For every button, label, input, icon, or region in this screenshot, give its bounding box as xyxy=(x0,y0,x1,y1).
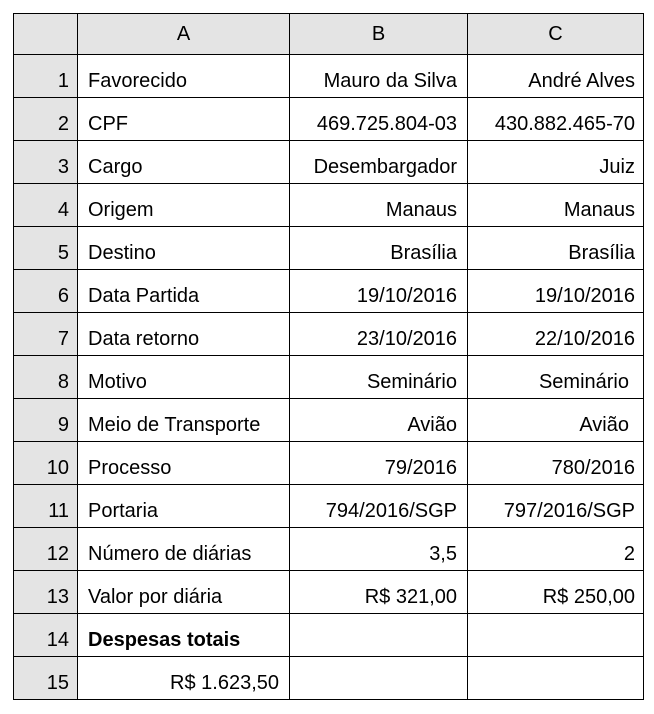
cell-c14[interactable] xyxy=(468,614,644,657)
table-row xyxy=(14,485,644,528)
column-header-c[interactable]: C xyxy=(468,14,644,55)
cell-b12[interactable]: 3,5 xyxy=(290,528,468,571)
row-header[interactable]: 6 xyxy=(14,270,78,313)
cell-c10[interactable]: 780/2016 xyxy=(468,442,644,485)
cell-a13[interactable]: Valor por diária xyxy=(78,571,290,614)
cell-c2[interactable]: 430.882.465-70 xyxy=(468,98,644,141)
table-row xyxy=(14,399,644,442)
cell-c11[interactable]: 797/2016/SGP xyxy=(468,485,644,528)
cell-c1[interactable]: André Alves xyxy=(468,55,644,98)
row-header[interactable]: 1 xyxy=(14,55,78,98)
cell-b14[interactable] xyxy=(290,614,468,657)
cell-a6[interactable]: Data Partida xyxy=(78,270,290,313)
row-header[interactable]: 14 xyxy=(14,614,78,657)
cell-c4[interactable]: Manaus xyxy=(468,184,644,227)
column-header-b[interactable]: B xyxy=(290,14,468,55)
cell-a2[interactable]: CPF xyxy=(78,98,290,141)
cell-b10[interactable]: 79/2016 xyxy=(290,442,468,485)
cell-a12[interactable]: Número de diárias xyxy=(78,528,290,571)
row-header[interactable]: 4 xyxy=(14,184,78,227)
cell-a1[interactable]: Favorecido xyxy=(78,55,290,98)
cell-b8[interactable]: Seminário xyxy=(290,356,468,399)
cell-b4[interactable]: Manaus xyxy=(290,184,468,227)
cell-c9[interactable]: Avião xyxy=(468,399,644,442)
cell-b11[interactable]: 794/2016/SGP xyxy=(290,485,468,528)
table-row xyxy=(14,614,644,657)
cell-a15[interactable]: R$ 1.623,50 xyxy=(78,657,290,700)
cell-c13[interactable]: R$ 250,00 xyxy=(468,571,644,614)
table-row xyxy=(14,442,644,485)
column-header-a[interactable]: A xyxy=(78,14,290,55)
table-row xyxy=(14,356,644,399)
row-header[interactable]: 5 xyxy=(14,227,78,270)
cell-b13[interactable]: R$ 321,00 xyxy=(290,571,468,614)
table-row xyxy=(14,657,644,700)
cell-c5[interactable]: Brasília xyxy=(468,227,644,270)
cell-a9[interactable]: Meio de Transporte xyxy=(78,399,290,442)
table-row xyxy=(14,184,644,227)
cell-a5[interactable]: Destino xyxy=(78,227,290,270)
cell-a14[interactable]: Despesas totais xyxy=(78,614,290,657)
row-header[interactable]: 10 xyxy=(14,442,78,485)
cell-b2[interactable]: 469.725.804-03 xyxy=(290,98,468,141)
cell-b7[interactable]: 23/10/2016 xyxy=(290,313,468,356)
table-row xyxy=(14,141,644,184)
row-header[interactable]: 11 xyxy=(14,485,78,528)
cell-c6[interactable]: 19/10/2016 xyxy=(468,270,644,313)
table-row xyxy=(14,270,644,313)
row-header[interactable]: 15 xyxy=(14,657,78,700)
row-header[interactable]: 2 xyxy=(14,98,78,141)
cell-a4[interactable]: Origem xyxy=(78,184,290,227)
cell-c12[interactable]: 2 xyxy=(468,528,644,571)
cell-a11[interactable]: Portaria xyxy=(78,485,290,528)
cell-b15[interactable] xyxy=(290,657,468,700)
cell-b5[interactable]: Brasília xyxy=(290,227,468,270)
table-row xyxy=(14,98,644,141)
cell-b1[interactable]: Mauro da Silva xyxy=(290,55,468,98)
cell-b6[interactable]: 19/10/2016 xyxy=(290,270,468,313)
table-row xyxy=(14,55,644,98)
row-header[interactable]: 13 xyxy=(14,571,78,614)
spreadsheet-grid xyxy=(13,13,644,700)
row-header[interactable]: 9 xyxy=(14,399,78,442)
cell-c3[interactable]: Juiz xyxy=(468,141,644,184)
cell-c8[interactable]: Seminário xyxy=(468,356,644,399)
table-row xyxy=(14,571,644,614)
table-row xyxy=(14,528,644,571)
row-header[interactable]: 7 xyxy=(14,313,78,356)
column-header-row xyxy=(14,14,644,55)
row-header[interactable]: 12 xyxy=(14,528,78,571)
cell-a3[interactable]: Cargo xyxy=(78,141,290,184)
table-row xyxy=(14,227,644,270)
cell-b3[interactable]: Desembargador xyxy=(290,141,468,184)
table-row xyxy=(14,313,644,356)
cell-c15[interactable] xyxy=(468,657,644,700)
cell-a7[interactable]: Data retorno xyxy=(78,313,290,356)
row-header[interactable]: 8 xyxy=(14,356,78,399)
cell-a10[interactable]: Processo xyxy=(78,442,290,485)
row-header[interactable]: 3 xyxy=(14,141,78,184)
select-all-corner[interactable] xyxy=(14,14,78,55)
cell-b9[interactable]: Avião xyxy=(290,399,468,442)
cell-a8[interactable]: Motivo xyxy=(78,356,290,399)
cell-c7[interactable]: 22/10/2016 xyxy=(468,313,644,356)
